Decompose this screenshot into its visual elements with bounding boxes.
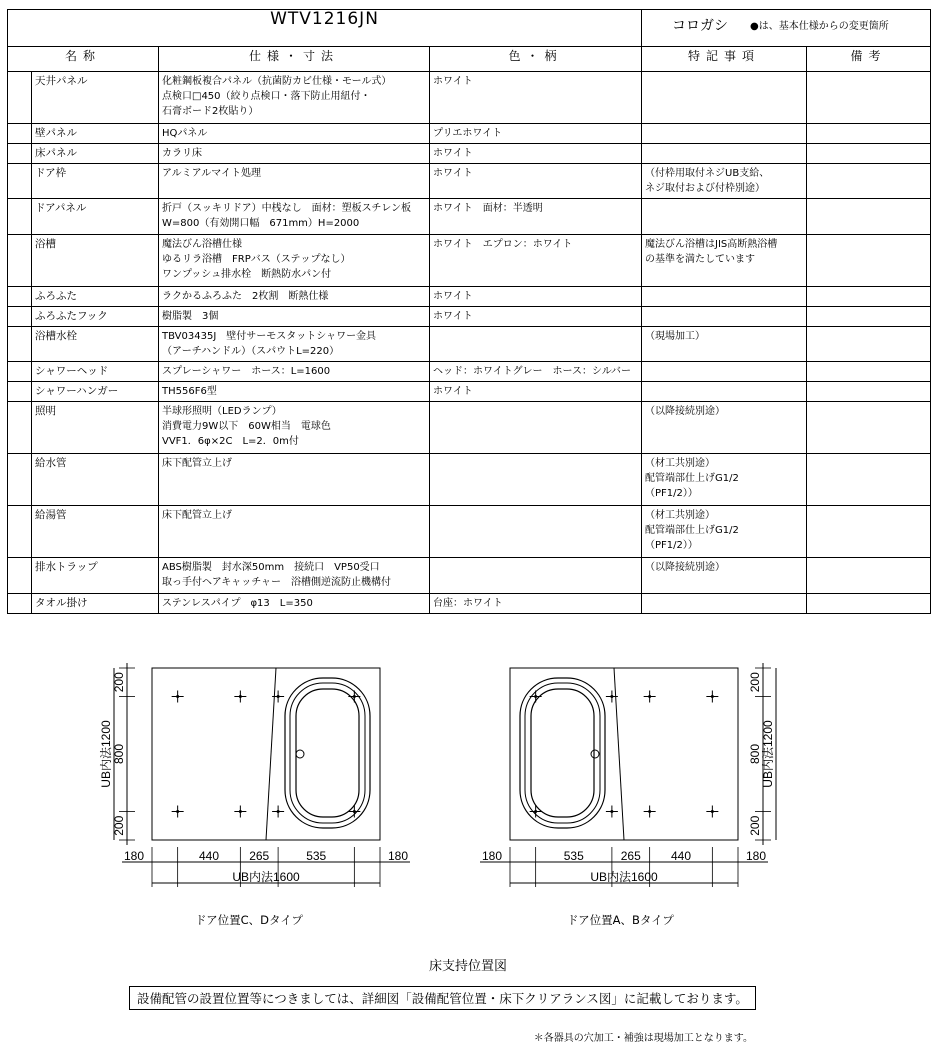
diagram-right <box>480 663 776 887</box>
row-spec: 床下配管立上げ <box>159 506 430 558</box>
support-mark <box>534 810 537 813</box>
row-name: シャワーヘッド <box>32 362 159 382</box>
row-color: ホワイト エプロン：ホワイト <box>430 235 642 287</box>
model-name: WTV1216JN <box>8 10 642 47</box>
row-color: ホワイト <box>430 72 642 124</box>
row-spec: TH556F6型 <box>159 382 430 402</box>
row-name: ふろふたフック <box>32 307 159 327</box>
total-dimension-label: UB内法1600 <box>590 870 658 884</box>
col-header-color: 色・柄 <box>430 47 642 72</box>
row-spec: 樹脂製 3個 <box>159 307 430 327</box>
support-mark <box>711 810 714 813</box>
total-dimension-label: UB内法1600 <box>232 870 300 884</box>
bathtub <box>285 678 370 828</box>
drain-hole <box>296 750 304 758</box>
row-note: （以降接続別途） <box>642 402 807 454</box>
row-spec: ラクかるふろふた 2枚割 断熱仕様 <box>159 287 430 307</box>
support-mark <box>353 810 356 813</box>
row-color: ホワイト <box>430 382 642 402</box>
row-name: 照明 <box>32 402 159 454</box>
bathtub <box>296 689 359 817</box>
row-name: ふろふた <box>32 287 159 307</box>
row-color: 台座：ホワイト <box>430 594 642 614</box>
row-name: タオル掛け <box>32 594 159 614</box>
bathtub <box>520 678 605 828</box>
row-spec: TBV03435J 壁付サーモスタットシャワー金具 （アーチハンドル）（スパウトL=220） <box>159 327 430 362</box>
side-total-label: UB内法1200 <box>99 720 113 788</box>
support-mark <box>277 810 280 813</box>
bathtub <box>290 683 365 823</box>
door-line <box>614 668 624 840</box>
col-header-remark: 備考 <box>807 47 931 72</box>
side-dimension-label: 800 <box>112 743 126 765</box>
ub-outline <box>510 668 738 840</box>
dimension-label: 535 <box>563 849 584 863</box>
support-mark <box>277 695 280 698</box>
row-color: プリエホワイト <box>430 124 642 144</box>
row-name: 給湯管 <box>32 506 159 558</box>
footnote: ＊各器具の穴加工・補強は現場加工となります。 <box>533 1033 753 1044</box>
dimension-label: 440 <box>670 849 692 863</box>
side-dimension-label: 200 <box>748 815 762 836</box>
support-mark <box>648 695 651 698</box>
row-note: （現場加工） <box>642 327 807 362</box>
col-header-spec: 仕様・寸法 <box>159 47 430 72</box>
row-note: （材工共別途） 配管端部仕上げG1/2 （PF1/2）） <box>642 506 807 558</box>
bathtub <box>531 689 594 817</box>
row-name: シャワーハンガー <box>32 382 159 402</box>
row-note: （付枠用取付ネジUB支給、 ネジ取付および付枠別途） <box>642 164 807 199</box>
dimension-label: 265 <box>620 849 641 863</box>
row-spec: スプレーシャワー ホース：L=1600 <box>159 362 430 382</box>
support-mark <box>239 695 242 698</box>
row-name: ドア枠 <box>32 164 159 199</box>
side-dimension-label: 200 <box>112 672 126 693</box>
support-mark <box>239 810 242 813</box>
row-color: ヘッド：ホワイトグレー ホース：シルバー <box>430 362 642 382</box>
row-color: ホワイト <box>430 307 642 327</box>
row-spec: 折戸（スッキリドア）中桟なし 面材：塑板スチレン板 W=800（有効開口幅 671mm）H=2000 <box>159 199 430 235</box>
row-name: 浴槽 <box>32 235 159 287</box>
row-spec: HQパネル <box>159 124 430 144</box>
row-spec: ステンレスパイプ φ13 L=350 <box>159 594 430 614</box>
side-dimension-label: 800 <box>748 743 762 765</box>
row-color: ホワイト <box>430 287 642 307</box>
support-mark <box>353 695 356 698</box>
dimension-label: 180 <box>123 849 145 863</box>
dimension-label: 265 <box>249 849 270 863</box>
row-name: 排水トラップ <box>32 558 159 594</box>
support-mark <box>176 810 179 813</box>
door-line <box>266 668 276 840</box>
row-color: ホワイト <box>430 144 642 164</box>
change-note: ●は、基本仕様からの変更箇所 <box>750 20 889 32</box>
floor-support-title: 床支持位置図 <box>428 959 507 974</box>
row-color: ホワイト <box>430 164 642 199</box>
ub-outline <box>152 668 380 840</box>
row-name: 浴槽水栓 <box>32 327 159 362</box>
row-note: （材工共別途） 配管端部仕上げG1/2 （PF1/2）） <box>642 454 807 506</box>
support-mark <box>610 810 613 813</box>
support-mark <box>711 695 714 698</box>
caption-right: ドア位置A、Bタイプ <box>567 913 674 927</box>
maker-name: コロガシ <box>672 17 729 34</box>
diagram-left <box>98 663 410 887</box>
caption-left: ドア位置C、Dタイプ <box>195 913 303 927</box>
row-note: （以降接続別途） <box>642 558 807 594</box>
support-mark <box>648 810 651 813</box>
row-name: 給水管 <box>32 454 159 506</box>
support-mark <box>534 695 537 698</box>
col-header-note: 特記事項 <box>642 47 807 72</box>
row-spec: 化粧鋼板複合パネル（抗菌防カビ仕様・モール式） 点検口□450（絞り点検口・落下防止用紐付・ 石膏ボード2枚貼り） <box>159 72 430 124</box>
side-total-label: UB内法1200 <box>761 720 775 788</box>
drain-hole <box>591 750 599 758</box>
side-dimension-label: 200 <box>748 672 762 693</box>
row-color: ホワイト 面材：半透明 <box>430 199 642 235</box>
row-spec: ABS樹脂製 封水深50mm 接続口 VP50受口 取っ手付ヘアキャッチャー 浴槽側逆流防止機構付 <box>159 558 430 594</box>
dimension-label: 180 <box>745 849 767 863</box>
support-mark <box>610 695 613 698</box>
row-spec: 半球形照明（LEDランプ） 消費電力9W以下 60W相当 電球色 VVF1．6φ×2C L=2．0m付 <box>159 402 430 454</box>
row-name: 天井パネル <box>32 72 159 124</box>
row-name: 床パネル <box>32 144 159 164</box>
dimension-label: 180 <box>387 849 409 863</box>
support-mark <box>176 695 179 698</box>
notice-box: 設備配管の設置位置等につきましては、詳細図「設備配管位置・床下クリアランス図」に記載しております。 <box>129 986 756 1010</box>
dimension-label: 535 <box>306 849 327 863</box>
row-name: ドアパネル <box>32 199 159 235</box>
dimension-label: 180 <box>481 849 503 863</box>
row-note: 魔法びん浴槽はJIS高断熱浴槽 の基準を満たしています <box>642 235 807 287</box>
bathtub <box>525 683 600 823</box>
dimension-label: 440 <box>198 849 220 863</box>
row-spec: アルミアルマイト処理 <box>159 164 430 199</box>
row-name: 壁パネル <box>32 124 159 144</box>
row-spec: 床下配管立上げ <box>159 454 430 506</box>
col-header-name: 名称 <box>8 47 159 72</box>
row-spec: カラリ床 <box>159 144 430 164</box>
row-spec: 魔法びん浴槽仕様 ゆるリラ浴槽 FRPバス（ステップなし） ワンプッシュ排水栓 断熱防水パン付 <box>159 235 430 287</box>
side-dimension-label: 200 <box>112 815 126 836</box>
